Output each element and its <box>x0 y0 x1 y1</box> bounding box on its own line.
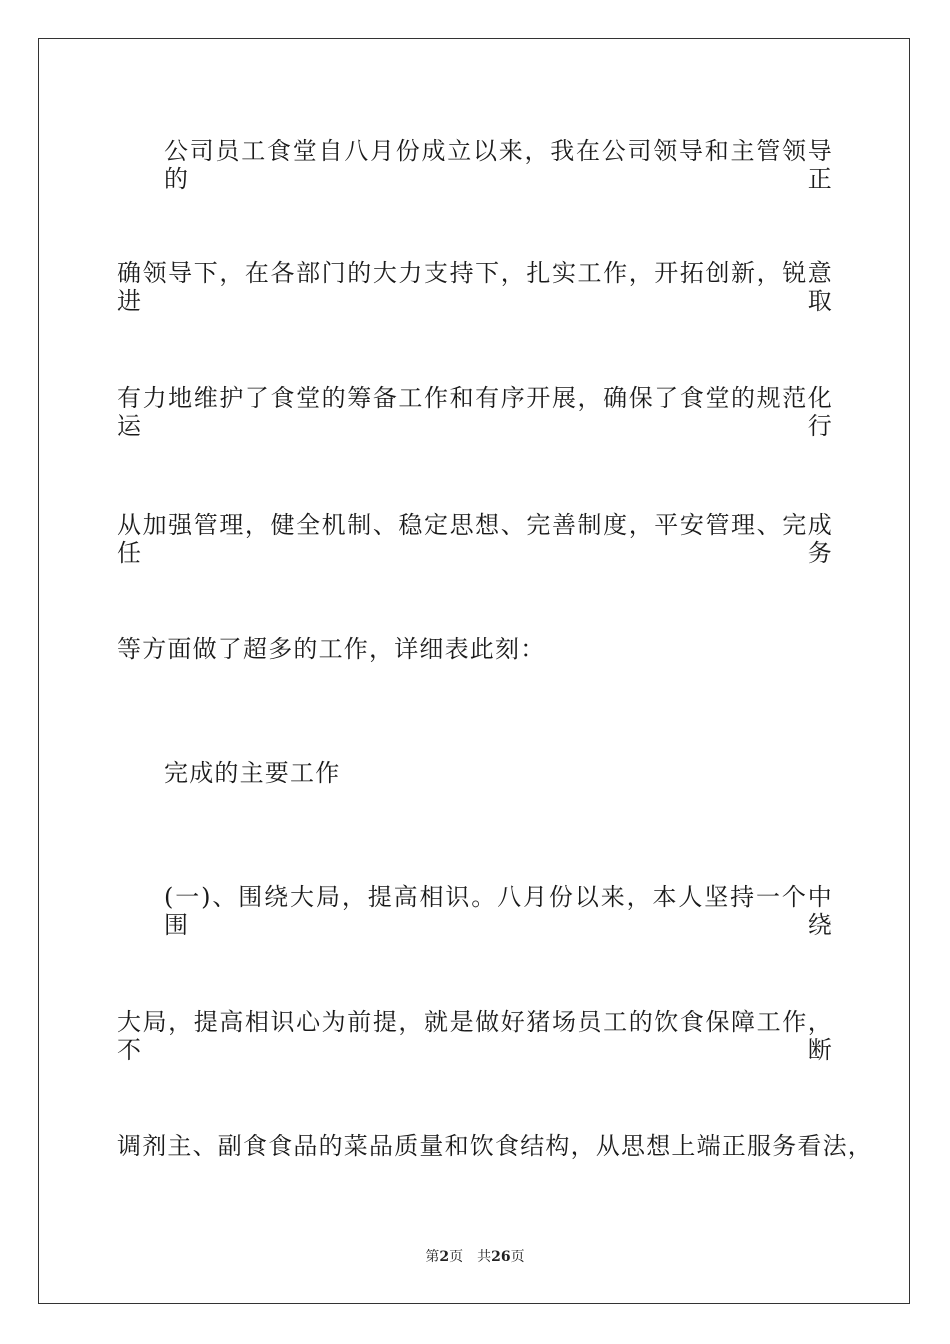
section-heading: 完成的主要工作 <box>164 759 341 787</box>
paragraph-line-2: 确领导下，在各部门的大力支持下，扎实工作，开拓创新，锐意进取 <box>117 259 833 315</box>
footer-page-suffix: 页 <box>449 1249 464 1265</box>
footer-page-number: 2 <box>439 1249 450 1265</box>
paragraph-line-7: (一)、围绕大局，提高相识。八月份以来，本人坚持一个中围绕 <box>164 883 833 939</box>
paragraph-line-5: 等方面做了超多的工作，详细表此刻： <box>117 635 546 663</box>
paragraph-line-9: 调剂主、副食食品的菜品质量和饮食结构，从思想上端正服务看法， <box>117 1132 873 1160</box>
footer-page-prefix: 第 <box>425 1249 440 1265</box>
page-border <box>38 38 910 1304</box>
page-footer <box>0 1248 950 1266</box>
paragraph-line-8: 大局，提高相识心为前提，就是做好猪场员工的饮食保障工作，不断 <box>117 1008 833 1064</box>
footer-total-pages: 26 <box>491 1249 511 1265</box>
footer-total-suffix: 页 <box>510 1249 525 1265</box>
footer-total-prefix: 共 <box>477 1249 492 1265</box>
paragraph-line-4: 从加强管理，健全机制、稳定思想、完善制度，平安管理、完成任务 <box>117 511 833 567</box>
paragraph-line-3: 有力地维护了食堂的筹备工作和有序开展，确保了食堂的规范化运行 <box>117 384 833 440</box>
paragraph-line-1: 公司员工食堂自八月份成立以来，我在公司领导和主管领导的正 <box>164 137 833 193</box>
